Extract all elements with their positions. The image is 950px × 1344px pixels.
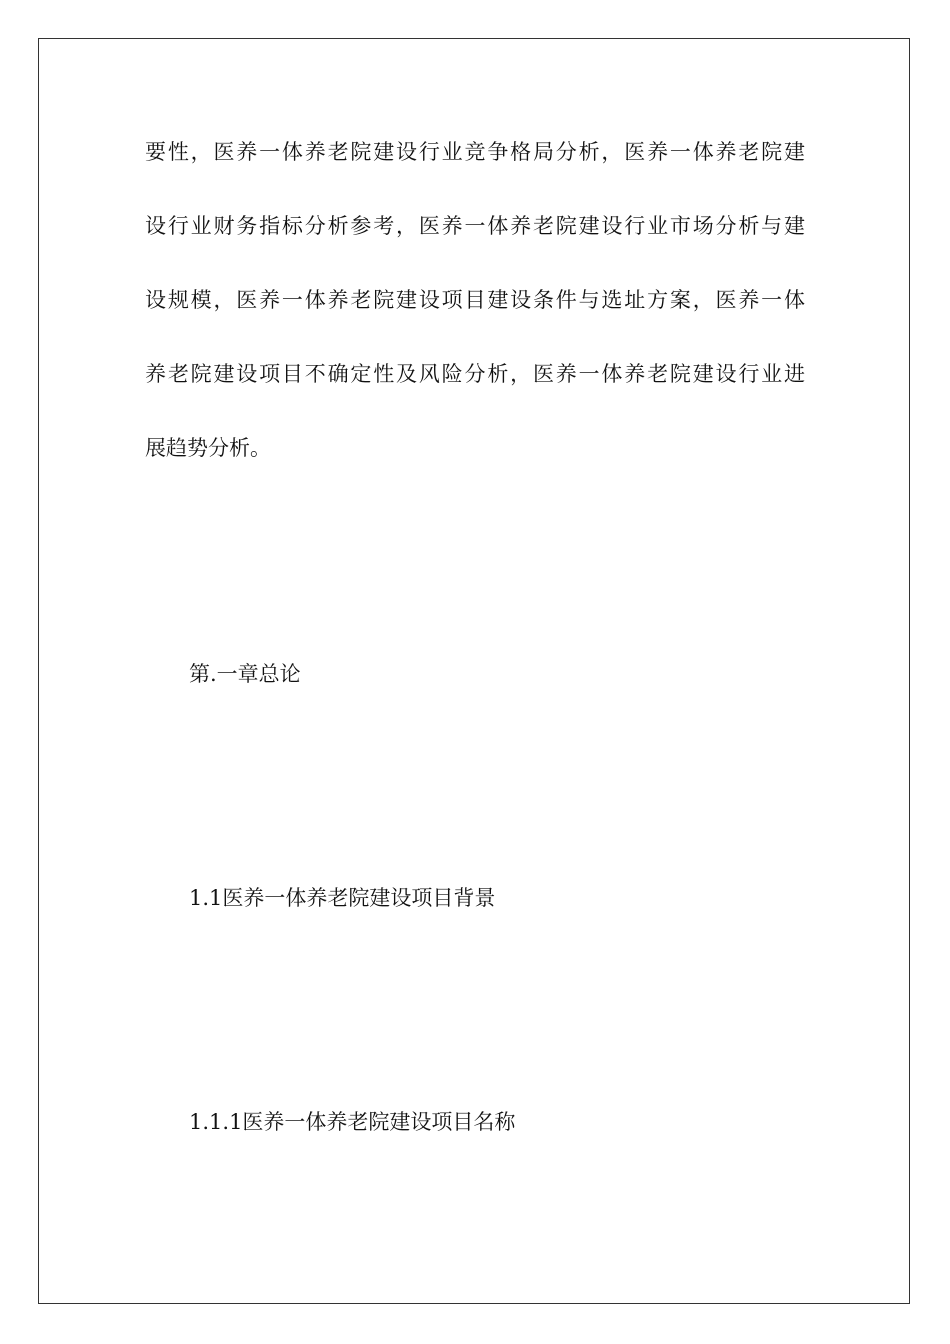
chapter-heading: 第.一章总论 bbox=[189, 662, 301, 686]
section-heading: 1.1医养一体养老院建设项目背景 bbox=[189, 886, 496, 910]
paragraph-line: 要性，医养一体养老院建设行业竞争格局分析，医养一体养老院建 bbox=[145, 140, 805, 164]
paragraph-line: 设规模，医养一体养老院建设项目建设条件与选址方案，医养一体 bbox=[145, 288, 805, 312]
subsection-heading: 1.1.1医养一体养老院建设项目名称 bbox=[189, 1110, 516, 1134]
paragraph-line: 养老院建设项目不确定性及风险分析，医养一体养老院建设行业进 bbox=[145, 362, 805, 386]
paragraph-line: 设行业财务指标分析参考，医养一体养老院建设行业市场分析与建 bbox=[145, 214, 805, 238]
paragraph-line: 展趋势分析。 bbox=[145, 436, 271, 460]
